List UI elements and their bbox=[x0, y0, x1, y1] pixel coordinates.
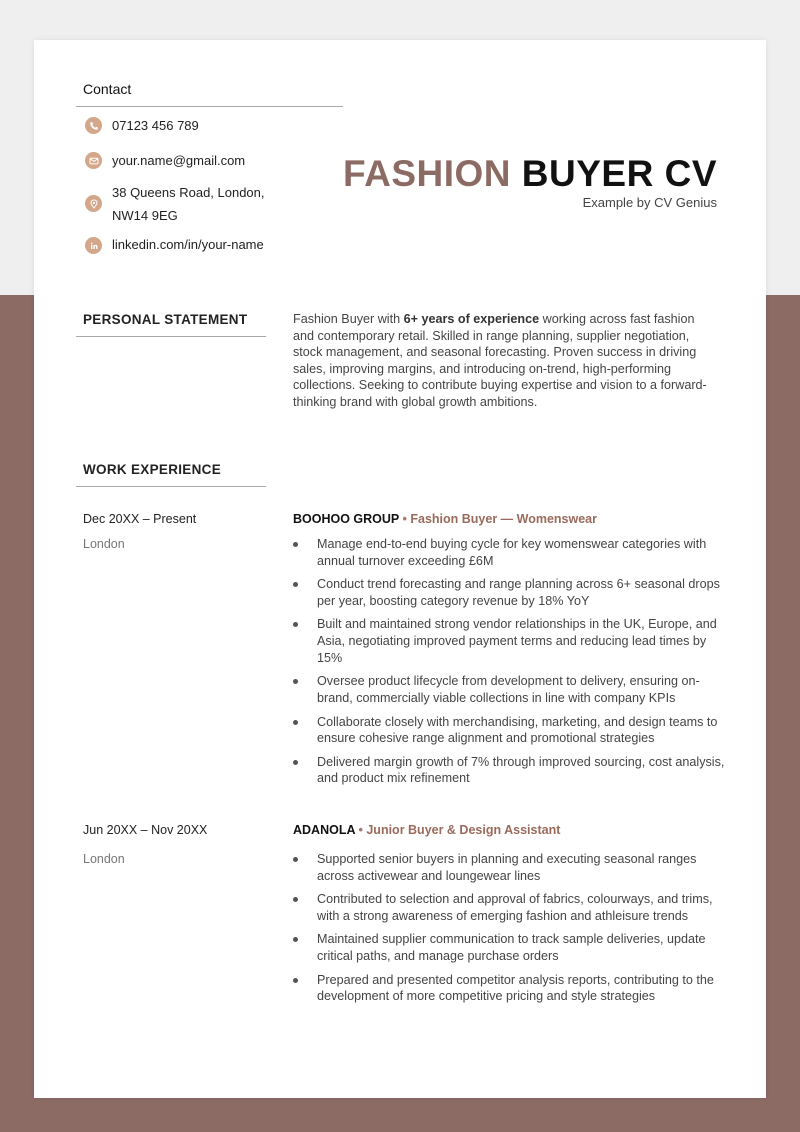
contact-phone: 07123 456 789 bbox=[112, 118, 199, 133]
list-item bbox=[293, 754, 725, 787]
list-item bbox=[293, 536, 725, 569]
cv-page bbox=[34, 40, 766, 1098]
bullet-icon bbox=[293, 582, 298, 587]
job-separator: • bbox=[399, 512, 411, 526]
bullet-text: Maintained supplier communication to track sample deliveries, update critical paths, and manage purchase orders bbox=[317, 932, 706, 964]
work-experience-heading: WORK EXPERIENCE bbox=[83, 462, 222, 477]
bullet-icon bbox=[293, 978, 298, 983]
personal-statement-heading: PERSONAL STATEMENT bbox=[83, 312, 248, 327]
list-item bbox=[293, 851, 725, 884]
email-icon bbox=[85, 152, 102, 169]
personal-statement-divider bbox=[76, 336, 266, 337]
bullet-icon bbox=[293, 622, 298, 627]
list-item bbox=[293, 891, 725, 924]
cv-subtitle: Example by CV Genius bbox=[582, 195, 717, 210]
contact-email[interactable]: your.name@gmail.com bbox=[112, 153, 246, 168]
personal-statement-text bbox=[293, 311, 718, 410]
job-company: ADANOLA bbox=[293, 823, 356, 837]
list-item bbox=[293, 616, 725, 666]
bullet-text: Manage end-to-end buying cycle for key womenswear categories with annual turnover exceeding £6M bbox=[317, 537, 707, 568]
cv-title bbox=[343, 153, 717, 195]
linkedin-icon bbox=[85, 237, 102, 254]
work-experience-divider bbox=[76, 486, 266, 487]
statement-body: working across fast fashion and contemporary retail. Skilled in range planning, supplier negotiation, stock management, and seasonal forecasting. Proven success in driving sales, improving margins, and introducing on-trend, high-performing collections. Seeking to contribute buying expertise and vision to a forward-thinking brand with global growth ambitions. bbox=[293, 312, 707, 409]
job-heading bbox=[293, 823, 560, 837]
job-heading bbox=[293, 512, 597, 526]
contact-heading: Contact bbox=[83, 81, 132, 97]
bullet-text: Delivered margin growth of 7% through improved sourcing, cost analysis, and product mix refinement bbox=[317, 754, 725, 786]
contact-linkedin[interactable]: linkedin.com/in/your-name bbox=[112, 237, 264, 252]
bullet-text: Supported senior buyers in planning and executing seasonal ranges across activewear and loungewear lines bbox=[317, 852, 697, 883]
bullet-text: Collaborate closely with merchandising, marketing, and design teams to ensure cohesive range alignment and promotional strategies bbox=[317, 714, 718, 746]
bullet-icon bbox=[293, 720, 298, 725]
list-item bbox=[293, 972, 725, 1005]
bullet-text: Built and maintained strong vendor relationships in the UK, Europe, and Asia, negotiating improved payment terms and reducing lead times by 15% bbox=[317, 617, 717, 665]
job-separator: • bbox=[355, 823, 367, 837]
job-bullets bbox=[293, 536, 725, 794]
job-bullets bbox=[293, 851, 725, 1012]
bullet-icon bbox=[293, 857, 298, 862]
bullet-text: Conduct trend forecasting and range planning across 6+ seasonal drops per year, boosting category revenue by 18% YoY bbox=[317, 577, 720, 608]
job-role: Junior Buyer & Design Assistant bbox=[366, 823, 561, 837]
contact-address-line2: NW14 9EG bbox=[112, 208, 178, 223]
job-location: London bbox=[83, 537, 125, 551]
list-item bbox=[293, 714, 725, 747]
list-item bbox=[293, 576, 725, 609]
bullet-icon bbox=[293, 897, 298, 902]
bullet-icon bbox=[293, 937, 298, 942]
statement-highlight: 6+ years of experience bbox=[403, 312, 540, 326]
bullet-text: Contributed to selection and approval of fabrics, colourways, and trims, with a strong awareness of emerging fashion and athleisure trends bbox=[317, 892, 713, 923]
job-role: Fashion Buyer — Womenswear bbox=[410, 512, 597, 526]
list-item bbox=[293, 673, 725, 706]
title-main: BUYER CV bbox=[521, 153, 717, 194]
list-item bbox=[293, 931, 725, 964]
bullet-icon bbox=[293, 760, 298, 765]
statement-intro: Fashion Buyer with bbox=[293, 312, 404, 326]
contact-address-line1: 38 Queens Road, London, bbox=[112, 185, 265, 200]
contact-divider bbox=[76, 106, 343, 107]
job-dates: Jun 20XX – Nov 20XX bbox=[83, 823, 208, 837]
bullet-icon bbox=[293, 542, 298, 547]
job-company: BOOHOO GROUP bbox=[293, 512, 400, 526]
bullet-icon bbox=[293, 679, 298, 684]
bullet-text: Oversee product lifecycle from development to delivery, ensuring on-brand, commercially viable collections in line with company KPIs bbox=[317, 674, 700, 706]
phone-icon bbox=[85, 117, 102, 134]
location-icon bbox=[85, 195, 102, 212]
job-dates: Dec 20XX – Present bbox=[83, 512, 197, 526]
title-accent: FASHION bbox=[343, 153, 512, 194]
job-location: London bbox=[83, 852, 125, 866]
bullet-text: Prepared and presented competitor analysis reports, contributing to the development of more competitive pricing and style strategies bbox=[317, 972, 714, 1004]
